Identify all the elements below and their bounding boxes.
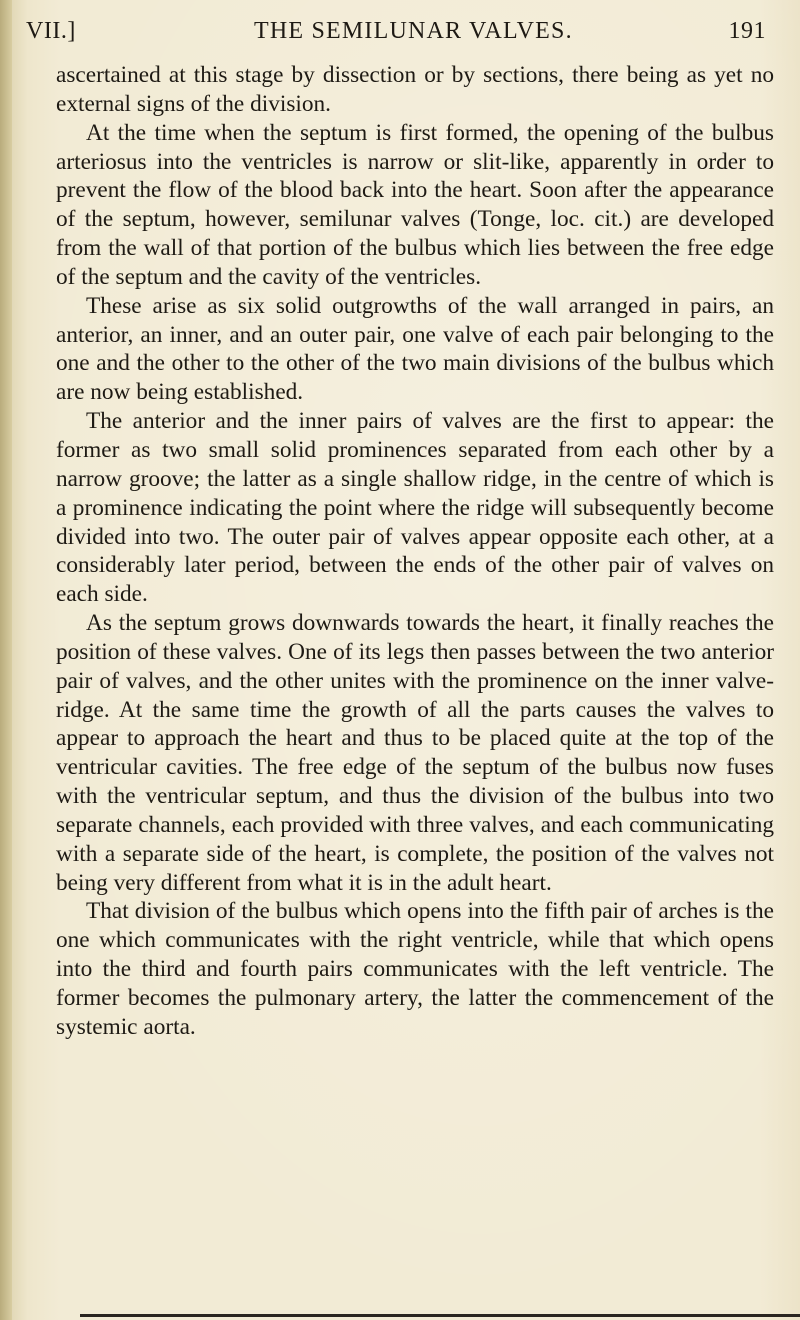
page-number: 191 [728,18,766,44]
running-title: THE SEMILUNAR VALVES. [254,18,573,44]
paragraph-septum-formation: At the time when the septum is first formed, the opening of the bulbus arteriosus into the ventricles is narrow or slit-like, apparently in order to prevent the flow of the blood back into the heart. Soon after the appearance of the septum, however, semilunar valves (Tonge, loc. cit.) are developed from the wall of that portion of the bulbus which lies between the free edge of the septum and the cavity of the ventricles. [56,119,774,290]
paragraph-valve-appearance: The anterior and the inner pairs of valves are the first to appear: the former as two small solid prominences separated from each other by a narrow groove; the latter as a single shallow ridge, in the centre of which is a prominence indicating the point where the ridge will subsequently become divided into two. The outer pair of valves appear opposite each other, at a considerably later period, between the ends of the other pair of valves on each side. [56,408,774,608]
running-header [26,16,766,50]
paragraph-continuation: ascertained at this stage by dissection or by sections, there being as yet no external signs of the division. [56,62,774,117]
chapter-number: VII.] [26,18,76,44]
paragraph-six-outgrowths: These arise as six solid outgrowths of the wall arranged in pairs, an anterior, an inner, and an outer pair, one valve of each pair belonging to the one and the other to the other of the two main divisions of the bulbus which are now being established. [56,292,774,406]
bottom-rule [80,1314,800,1317]
paragraph-septum-growth: As the septum grows downwards towards the heart, it finally reaches the position of these valves. One of its legs then passes between the two anterior pair of valves, and the other unites with the prominence on the inner valve-ridge. At the same time the growth of all the parts causes the valves to appear to approach the heart and thus to be placed quite at the top of the ventricular cavities. The free edge of the septum of the bulbus now fuses with the ventricular septum, and thus the division of the bulbus into two separate channels, each provided with three valves, and each communicating with a separate side of the heart, is complete, the position of the valves not being very different from what it is in the adult heart. [56,610,774,896]
page-spine-shadow [0,0,12,1320]
paragraph-bulbus-division: That division of the bulbus which opens into the fifth pair of arches is the one which communicates with the right ventricle, while that which opens into the third and fourth pairs communicates with the left ventricle. The former becomes the pulmonary artery, the latter the commencement of the systemic aorta. [56,898,774,1040]
body-text [56,61,774,1042]
